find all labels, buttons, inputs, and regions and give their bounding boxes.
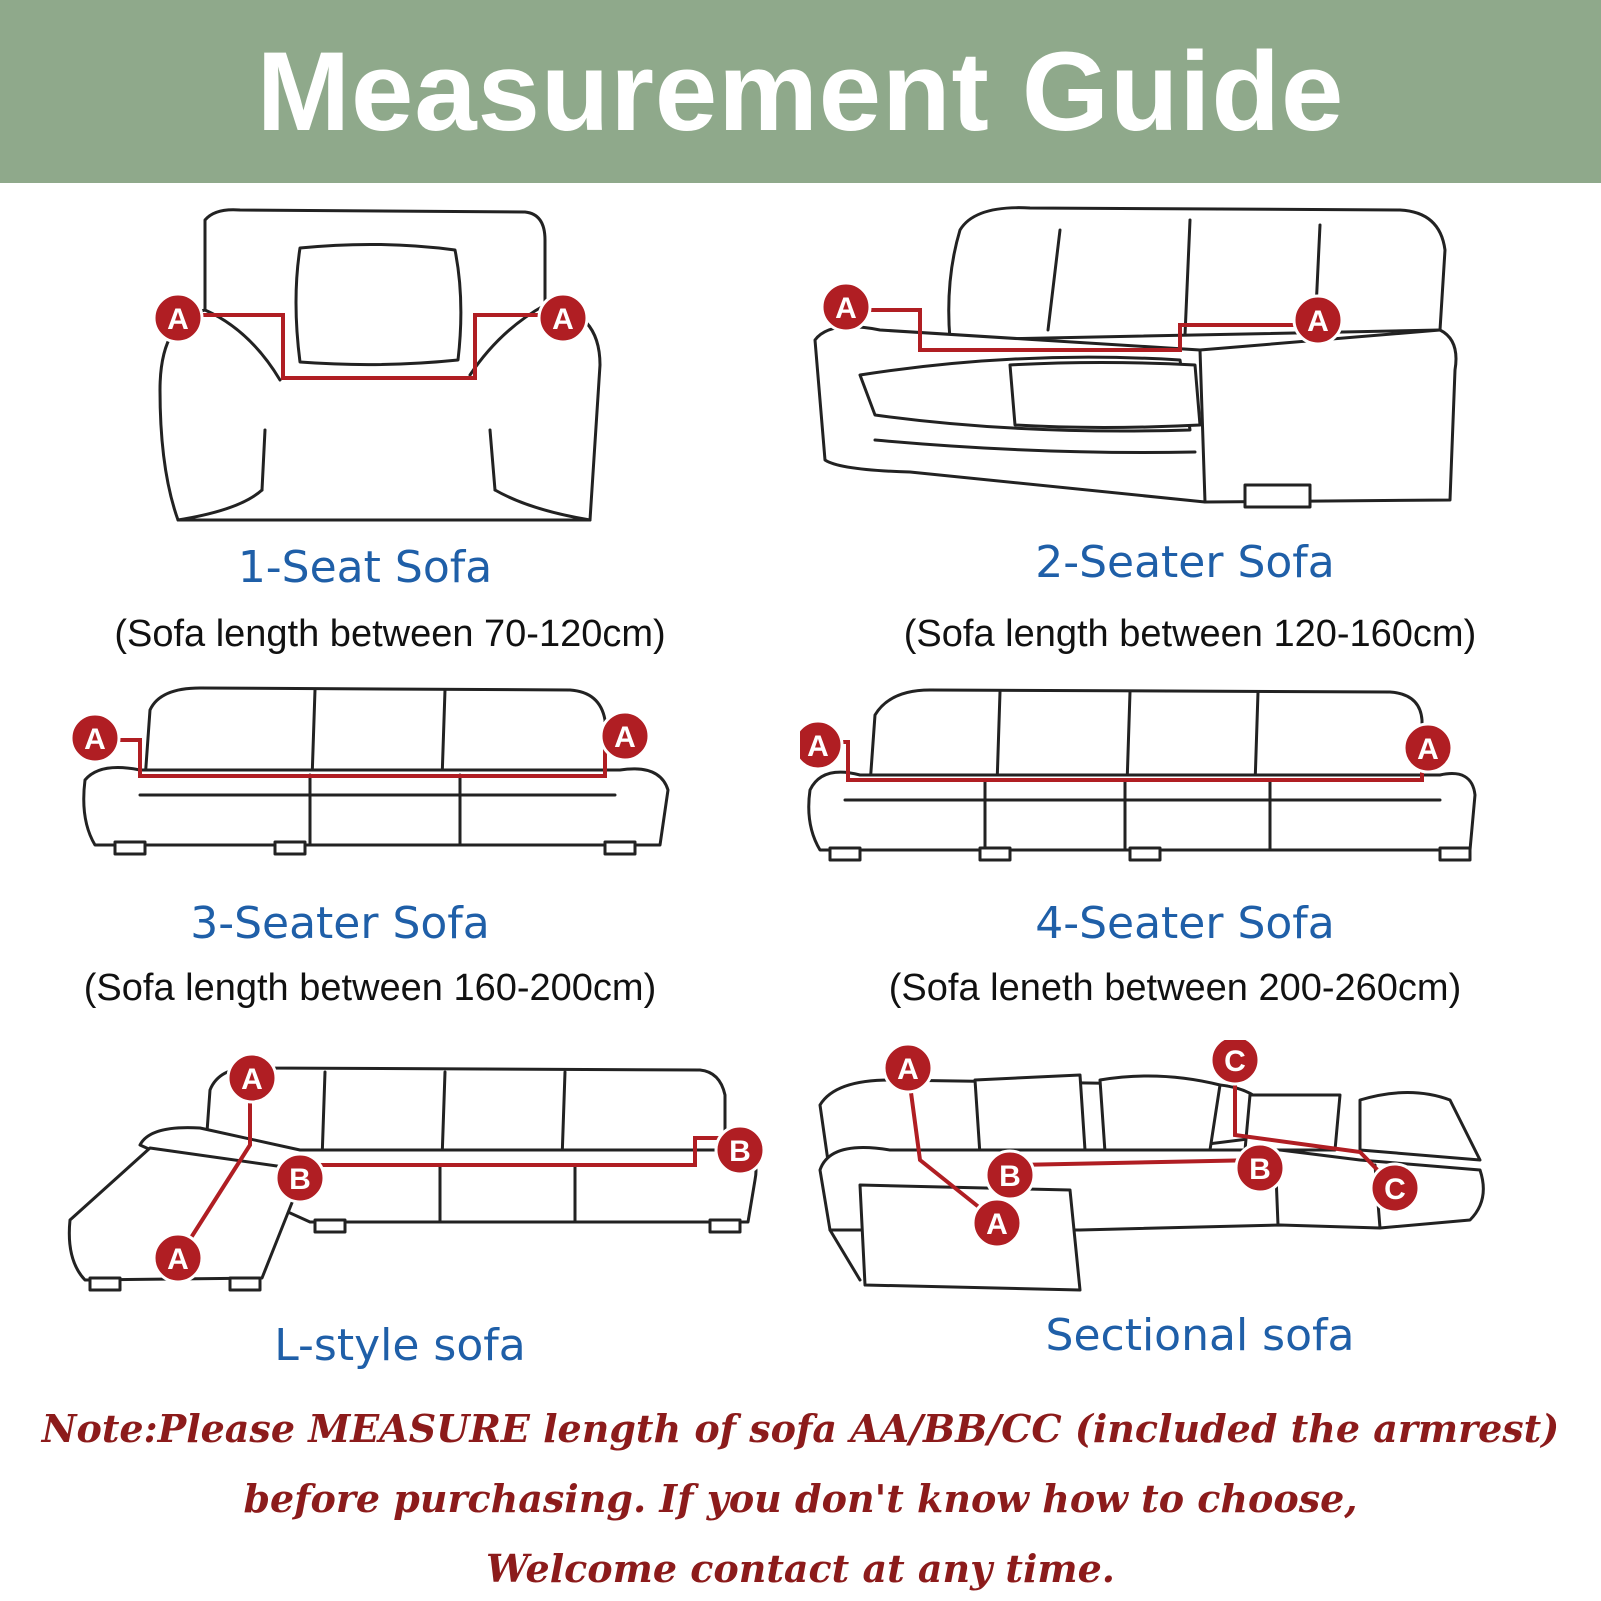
marker-b-left — [276, 1154, 324, 1202]
marker-a-right — [601, 712, 649, 760]
svg-text:B: B — [729, 1135, 751, 1168]
svg-text:C: C — [1384, 1173, 1406, 1206]
svg-text:C: C — [1224, 1045, 1246, 1078]
panel-sectional-sofa — [800, 1040, 1601, 1380]
marker-a-right — [1404, 724, 1452, 772]
panel-1-seat-sofa — [0, 190, 800, 670]
panel-2-seater-sofa — [800, 190, 1601, 670]
three-seater-illustration — [0, 680, 800, 880]
armchair-illustration — [0, 190, 800, 540]
marker-a-bottom — [973, 1199, 1021, 1247]
note-line-2: before purchasing. If you don't know how to choose, — [243, 1476, 1358, 1521]
marker-a-right — [539, 294, 587, 342]
marker-a-left — [822, 283, 870, 331]
svg-text:A: A — [835, 292, 857, 325]
panel-3-seater-sofa — [0, 680, 800, 1040]
marker-a-left — [154, 294, 202, 342]
svg-text:A: A — [986, 1208, 1008, 1241]
svg-text:A: A — [552, 303, 574, 336]
svg-text:B: B — [289, 1163, 311, 1196]
svg-text:A: A — [167, 303, 189, 336]
sofa-name: 2-Seater Sofa — [1035, 537, 1335, 588]
svg-text:B: B — [1249, 1153, 1271, 1186]
marker-a-top — [228, 1054, 276, 1102]
marker-c-bottom — [1371, 1164, 1419, 1212]
sofa-length-range: (Sofa length between 160-200cm) — [83, 967, 657, 1009]
note-line-1: Note:Please MEASURE length of sofa AA/BB/CC (included the armrest) — [41, 1406, 1560, 1451]
panel-4-seater-sofa — [800, 680, 1601, 1040]
sofa-name: Sectional sofa — [1045, 1310, 1355, 1361]
svg-text:A: A — [84, 723, 106, 756]
marker-a-right — [1294, 296, 1342, 344]
page-title: Measurement Guide — [256, 29, 1345, 154]
sofa-length-range: (Sofa leneth between 200-260cm) — [888, 967, 1462, 1009]
marker-a-left — [800, 721, 842, 769]
marker-a-top — [884, 1044, 932, 1092]
two-seater-illustration — [800, 190, 1601, 540]
sofa-name: L-style sofa — [274, 1320, 526, 1371]
svg-text:A: A — [807, 730, 829, 763]
sectional-illustration — [800, 1040, 1601, 1310]
svg-text:A: A — [241, 1063, 263, 1096]
sofa-name: 4-Seater Sofa — [1035, 898, 1335, 949]
svg-text:A: A — [614, 721, 636, 754]
header-banner — [0, 0, 1601, 183]
sofa-length-range: (Sofa length between 120-160cm) — [903, 613, 1477, 655]
svg-text:A: A — [167, 1243, 189, 1276]
marker-b-right — [716, 1126, 764, 1174]
sofa-name: 3-Seater Sofa — [190, 898, 490, 949]
svg-text:A: A — [1417, 733, 1439, 766]
panel-l-style-sofa — [0, 1050, 800, 1380]
svg-text:B: B — [999, 1160, 1021, 1193]
svg-text:A: A — [1307, 305, 1329, 338]
marker-a-bottom — [154, 1234, 202, 1282]
marker-c-top — [1211, 1040, 1259, 1084]
marker-a-left — [71, 714, 119, 762]
sofa-name: 1-Seat Sofa — [237, 542, 493, 593]
marker-b-right — [1236, 1144, 1284, 1192]
note-line-3: Welcome contact at any time. — [485, 1546, 1116, 1591]
four-seater-illustration — [800, 680, 1601, 880]
svg-text:A: A — [897, 1053, 919, 1086]
l-style-illustration — [0, 1050, 800, 1310]
marker-b-left — [986, 1151, 1034, 1199]
sofa-length-range: (Sofa length between 70-120cm) — [114, 613, 666, 655]
